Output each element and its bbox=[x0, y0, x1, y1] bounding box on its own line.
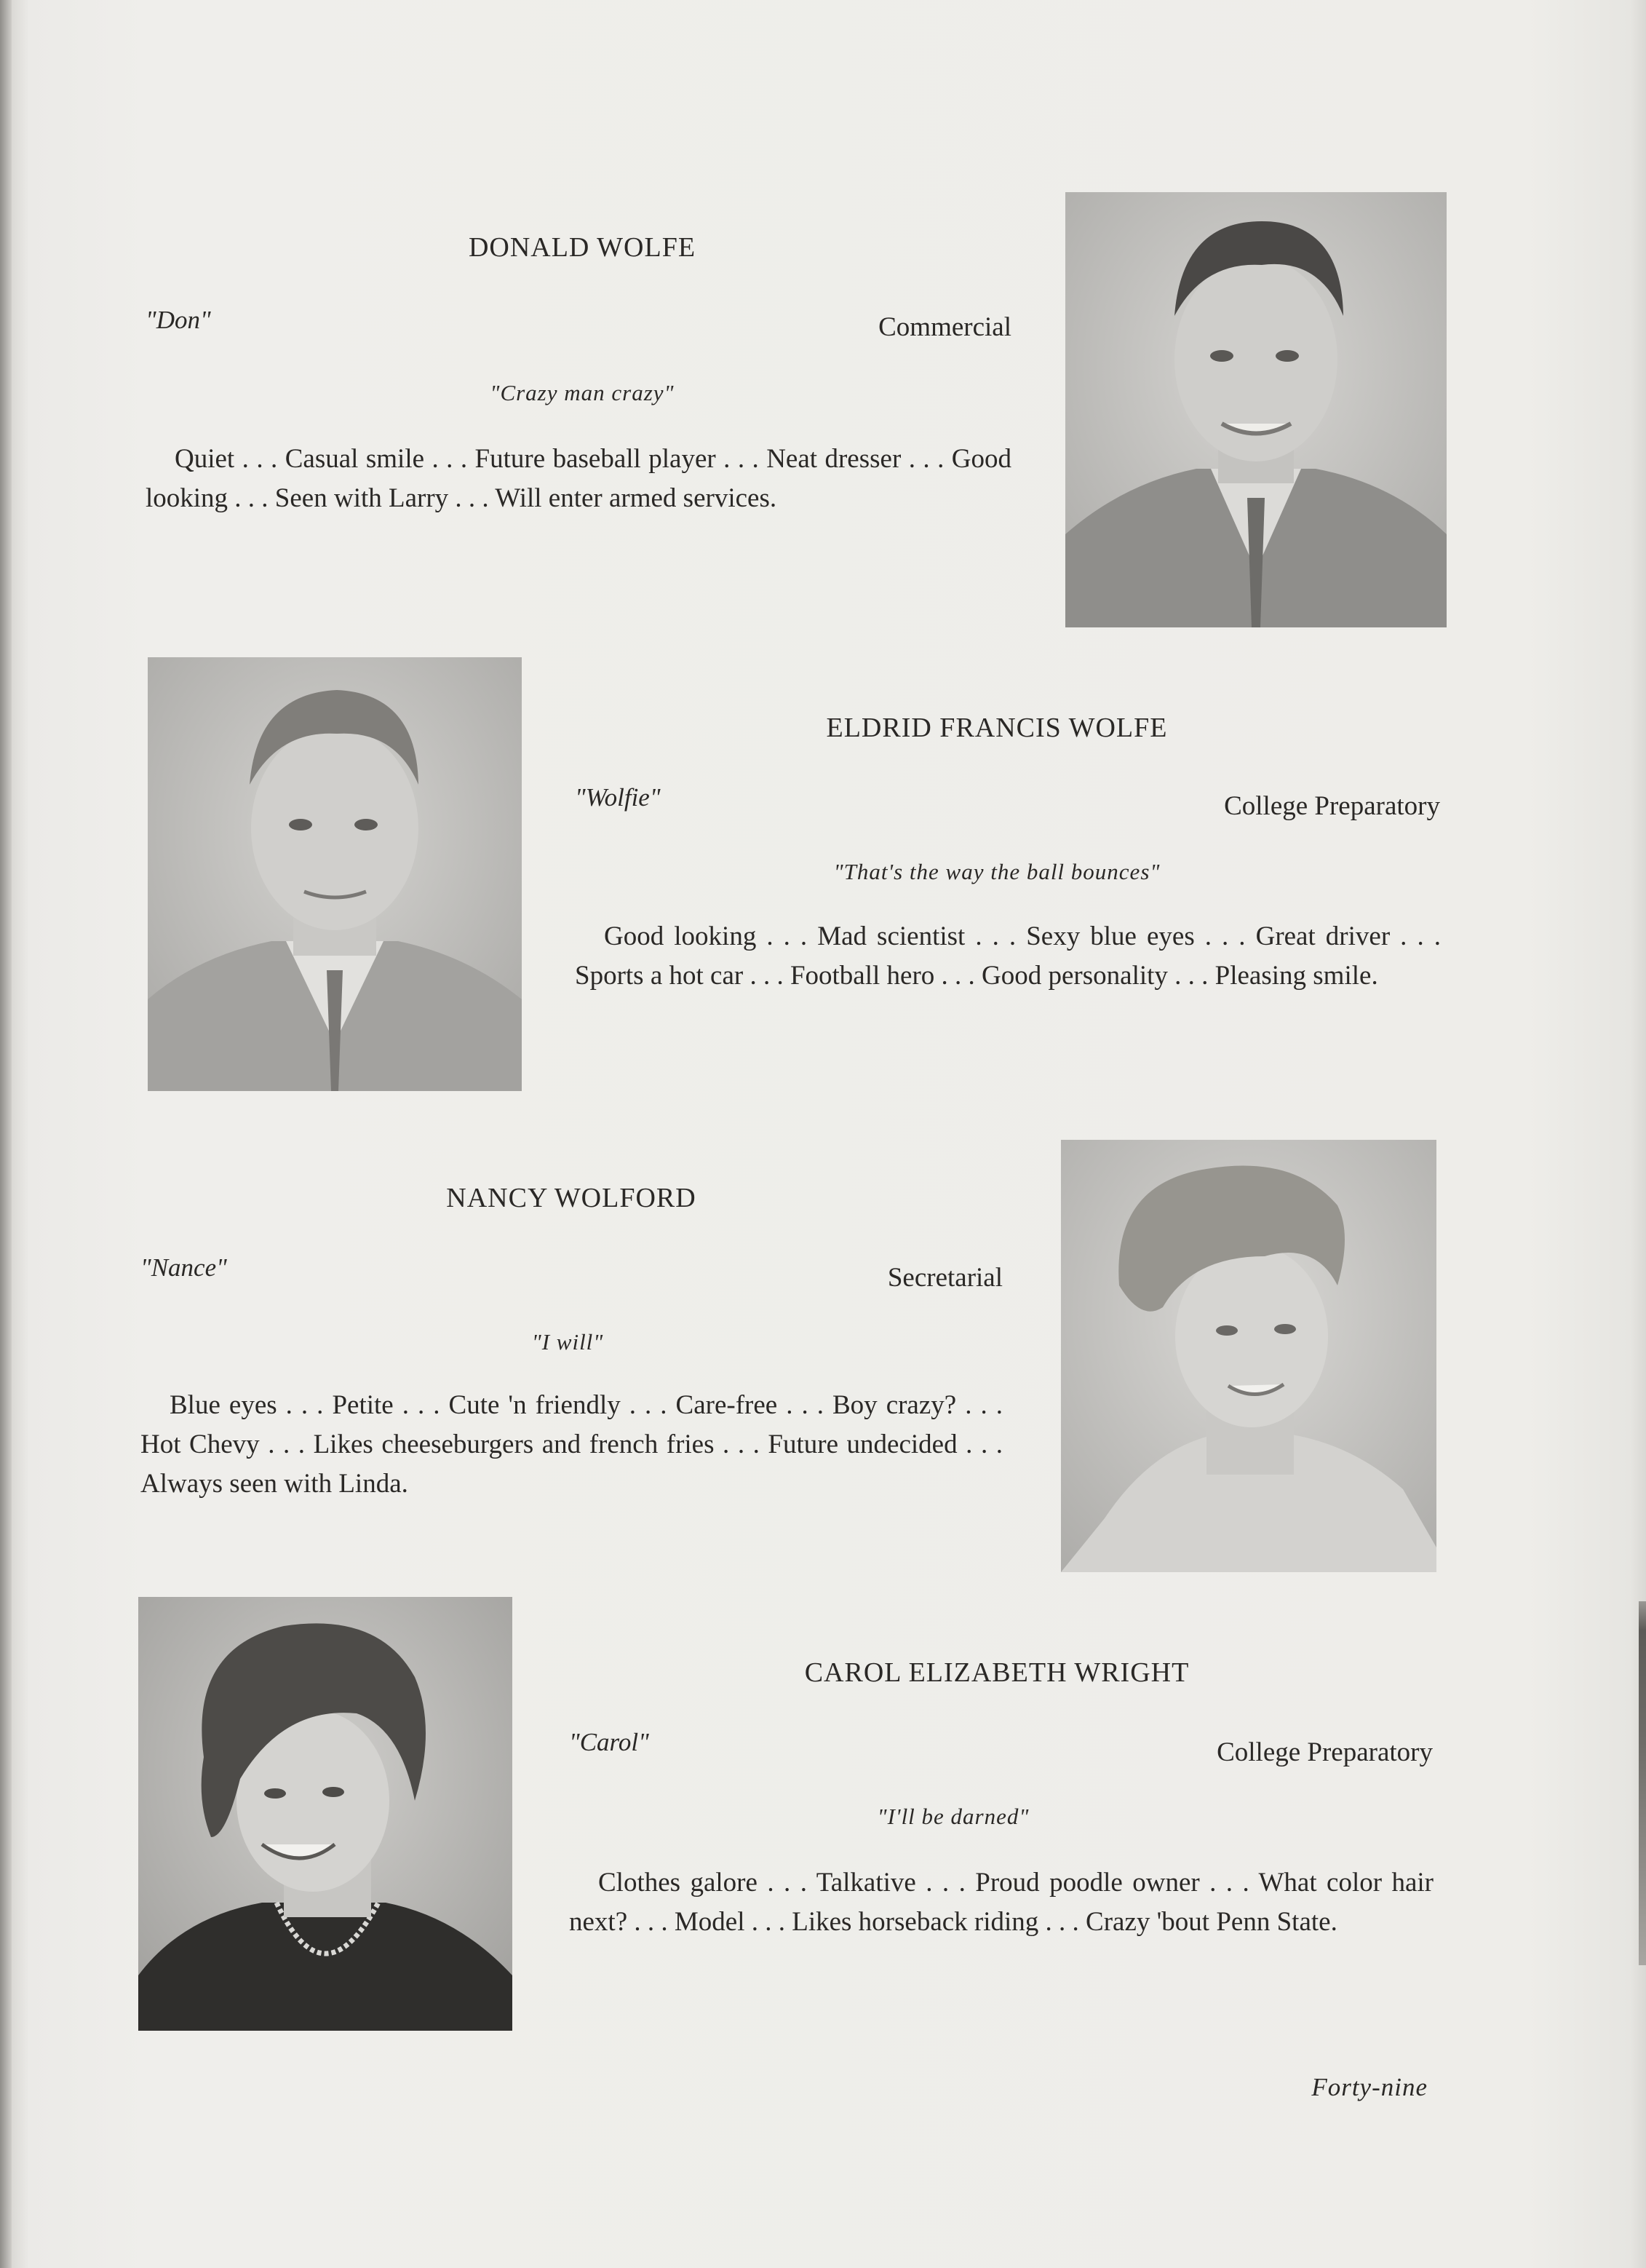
senior-course: Secretarial bbox=[887, 1263, 1003, 1293]
senior-nickname: "Wolfie" bbox=[575, 783, 661, 812]
senior-motto: "That's the way the ball bounces" bbox=[833, 859, 1161, 884]
senior-nickname: "Don" bbox=[146, 306, 211, 334]
senior-name: ELDRID FRANCIS WOLFE bbox=[826, 713, 1168, 743]
senior-portrait-photo bbox=[138, 1597, 512, 2031]
senior-portrait-photo bbox=[148, 657, 522, 1091]
senior-name: DONALD WOLFE bbox=[468, 232, 696, 263]
senior-course: College Preparatory bbox=[1224, 791, 1440, 821]
senior-name: CAROL ELIZABETH WRIGHT bbox=[804, 1657, 1190, 1688]
senior-motto: "I'll be darned" bbox=[877, 1804, 1030, 1829]
senior-nickname: "Carol" bbox=[569, 1728, 649, 1756]
senior-course: College Preparatory bbox=[1217, 1737, 1433, 1767]
senior-name: NANCY WOLFORD bbox=[446, 1183, 696, 1213]
senior-course: Commercial bbox=[878, 312, 1011, 342]
page-number: Forty-nine bbox=[1311, 2073, 1428, 2101]
senior-motto: "I will" bbox=[531, 1329, 604, 1355]
binding-shadow bbox=[0, 0, 12, 2268]
page-edge-mark bbox=[1639, 1601, 1646, 1965]
senior-portrait-photo bbox=[1065, 192, 1447, 627]
senior-description: Clothes galore . . . Talkative . . . Proud poodle owner . . . What color hair next? . . . Model . . . Likes horseback riding . . . Crazy 'bout Penn State. bbox=[569, 1868, 1434, 1937]
senior-motto: "Crazy man crazy" bbox=[490, 380, 675, 405]
senior-nickname: "Nance" bbox=[140, 1253, 227, 1282]
senior-description: Good looking . . . Mad scientist . . . Sexy blue eyes . . . Great driver . . . Sports a hot car . . . Football hero . . . Good personality . . . Pleasing smile. bbox=[575, 921, 1441, 991]
senior-description: Blue eyes . . . Petite . . . Cute 'n friendly . . . Care-free . . . Boy crazy? . . . Hot Chevy . . . Likes cheeseburgers and french fries . . . Future undecided . . . Always seen with Linda. bbox=[140, 1390, 1003, 1499]
senior-description: Quiet . . . Casual smile . . . Future baseball player . . . Neat dresser . . . Good looking . . . Seen with Larry . . . Will enter armed services. bbox=[146, 444, 1011, 513]
senior-portrait-photo bbox=[1061, 1140, 1436, 1572]
